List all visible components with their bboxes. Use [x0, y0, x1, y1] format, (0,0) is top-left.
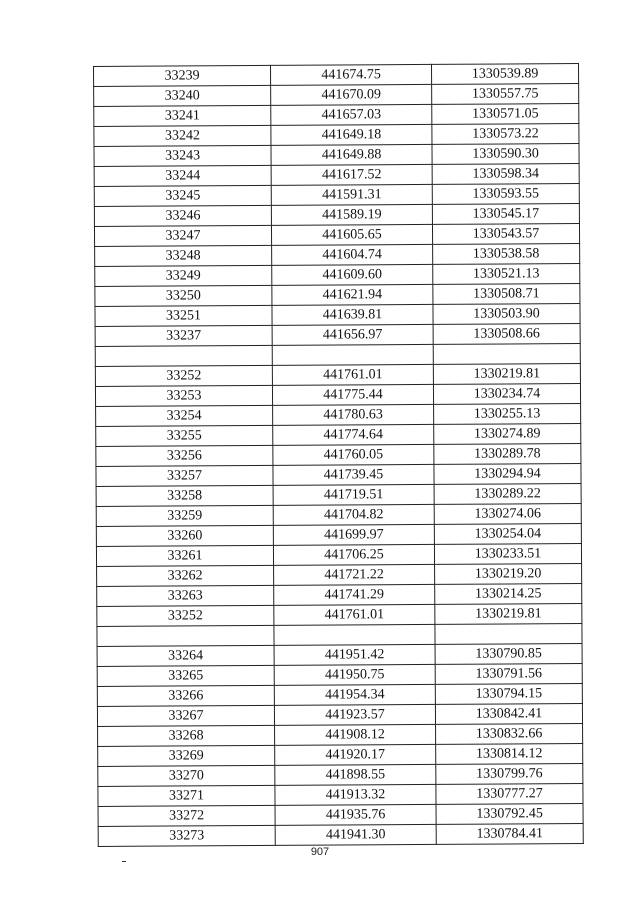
coordinates-table	[93, 63, 584, 847]
y-coordinate-cell: 1330832.66	[436, 724, 583, 745]
point-id-cell: 33252	[97, 605, 274, 626]
y-coordinate-cell: 1330794.15	[435, 684, 582, 705]
point-id-cell: 33237	[95, 325, 272, 346]
x-coordinate-cell: 441591.31	[271, 184, 432, 205]
table-row	[96, 484, 581, 507]
point-id-cell: 33250	[95, 285, 272, 306]
point-id-cell: 33244	[94, 165, 271, 186]
x-coordinate-cell: 441913.32	[275, 784, 436, 805]
table-row	[95, 264, 580, 287]
y-coordinate-cell: 1330503.90	[433, 304, 580, 325]
y-coordinate-cell: 1330792.45	[436, 804, 583, 825]
point-id-cell: 33259	[96, 505, 273, 526]
point-id-cell	[97, 625, 274, 646]
x-coordinate-cell: 441908.12	[275, 724, 436, 745]
x-coordinate-cell: 441898.55	[275, 764, 436, 785]
x-coordinate-cell: 441920.17	[275, 744, 436, 765]
y-coordinate-cell: 1330777.27	[436, 784, 583, 805]
table-row	[97, 684, 582, 707]
table-row	[94, 184, 579, 207]
y-coordinate-cell: 1330214.25	[435, 584, 582, 605]
point-id-cell: 33258	[96, 485, 273, 506]
x-coordinate-cell: 441589.19	[271, 204, 432, 225]
table-row	[96, 544, 581, 567]
x-coordinate-cell: 441674.75	[270, 64, 431, 85]
x-coordinate-cell: 441935.76	[275, 804, 436, 825]
point-id-cell: 33248	[95, 245, 272, 266]
table-row	[94, 124, 579, 147]
table-row	[96, 444, 581, 467]
x-coordinate-cell: 441721.22	[274, 564, 435, 585]
y-coordinate-cell: 1330539.89	[431, 64, 578, 85]
table-row	[98, 804, 583, 827]
x-coordinate-cell: 441780.63	[273, 404, 434, 425]
page-number: 907	[310, 846, 330, 858]
table-row	[94, 84, 579, 107]
y-coordinate-cell: 1330814.12	[436, 744, 583, 765]
y-coordinate-cell: 1330289.22	[434, 484, 581, 505]
table-row	[95, 284, 580, 307]
y-coordinate-cell: 1330557.75	[432, 84, 579, 105]
y-coordinate-cell: 1330234.74	[433, 384, 580, 405]
point-id-cell: 33247	[94, 225, 271, 246]
x-coordinate-cell: 441741.29	[274, 584, 435, 605]
table-row	[94, 64, 579, 87]
table-row	[98, 744, 583, 767]
x-coordinate-cell: 441699.97	[273, 524, 434, 545]
point-id-cell: 33257	[96, 465, 273, 486]
table-row	[95, 384, 580, 407]
point-id-cell: 33239	[94, 65, 271, 86]
y-coordinate-cell: 1330219.81	[435, 604, 582, 625]
point-id-cell: 33272	[98, 805, 275, 826]
table-row	[97, 644, 582, 667]
point-id-cell: 33260	[96, 525, 273, 546]
y-coordinate-cell: 1330274.89	[434, 424, 581, 445]
y-coordinate-cell: 1330590.30	[432, 144, 579, 165]
y-coordinate-cell: 1330571.05	[432, 104, 579, 125]
table-row	[98, 824, 583, 847]
table-row	[95, 364, 580, 387]
y-coordinate-cell: 1330573.22	[432, 124, 579, 145]
x-coordinate-cell: 441950.75	[274, 664, 435, 685]
point-id-cell: 33251	[95, 305, 272, 326]
x-coordinate-cell: 441954.34	[274, 684, 435, 705]
x-coordinate-cell	[274, 624, 435, 645]
x-coordinate-cell: 441719.51	[273, 484, 434, 505]
y-coordinate-cell: 1330799.76	[436, 764, 583, 785]
x-coordinate-cell: 441706.25	[273, 544, 434, 565]
y-coordinate-cell: 1330791.56	[435, 664, 582, 685]
point-id-cell: 33273	[98, 825, 275, 846]
point-id-cell: 33267	[97, 705, 274, 726]
point-id-cell: 33262	[97, 565, 274, 586]
point-id-cell: 33252	[95, 365, 272, 386]
y-coordinate-cell	[435, 624, 582, 645]
y-coordinate-cell: 1330219.81	[433, 364, 580, 385]
y-coordinate-cell: 1330289.78	[434, 444, 581, 465]
table-row	[96, 404, 581, 427]
x-coordinate-cell: 441649.18	[271, 124, 432, 145]
x-coordinate-cell: 441775.44	[272, 384, 433, 405]
y-coordinate-cell: 1330543.57	[432, 224, 579, 245]
x-coordinate-cell: 441605.65	[271, 224, 432, 245]
scan-mark	[122, 861, 126, 862]
table-row	[97, 704, 582, 727]
coordinates-table-body	[94, 64, 584, 847]
x-coordinate-cell: 441704.82	[273, 504, 434, 525]
point-id-cell: 33253	[95, 385, 272, 406]
y-coordinate-cell: 1330219.20	[435, 564, 582, 585]
table-row	[97, 564, 582, 587]
point-id-cell	[95, 345, 272, 366]
point-id-cell: 33266	[97, 685, 274, 706]
x-coordinate-cell: 441656.97	[272, 324, 433, 345]
table-row	[96, 424, 581, 447]
x-coordinate-cell: 441739.45	[273, 464, 434, 485]
point-id-cell: 33242	[94, 125, 271, 146]
point-id-cell: 33246	[94, 205, 271, 226]
table-row	[94, 104, 579, 127]
x-coordinate-cell: 441617.52	[271, 164, 432, 185]
x-coordinate-cell: 441670.09	[271, 84, 432, 105]
y-coordinate-cell	[433, 344, 580, 365]
table-row	[96, 524, 581, 547]
x-coordinate-cell: 441951.42	[274, 644, 435, 665]
point-id-cell: 33249	[95, 265, 272, 286]
y-coordinate-cell: 1330842.41	[435, 704, 582, 725]
x-coordinate-cell: 441761.01	[272, 364, 433, 385]
table-row	[98, 764, 583, 787]
x-coordinate-cell: 441604.74	[272, 244, 433, 265]
table-row	[94, 144, 579, 167]
x-coordinate-cell: 441761.01	[274, 604, 435, 625]
point-id-cell: 33268	[98, 725, 275, 746]
point-id-cell: 33245	[94, 185, 271, 206]
point-id-cell: 33243	[94, 145, 271, 166]
y-coordinate-cell: 1330784.41	[436, 824, 583, 845]
x-coordinate-cell: 441649.88	[271, 144, 432, 165]
point-id-cell: 33254	[96, 405, 273, 426]
point-id-cell: 33265	[97, 665, 274, 686]
table-row	[96, 464, 581, 487]
x-coordinate-cell: 441657.03	[271, 104, 432, 125]
y-coordinate-cell: 1330790.85	[435, 644, 582, 665]
table-row	[95, 304, 580, 327]
point-id-cell: 33240	[94, 85, 271, 106]
table-row	[97, 664, 582, 687]
y-coordinate-cell: 1330274.06	[434, 504, 581, 525]
point-id-cell: 33255	[96, 425, 273, 446]
table-row	[95, 324, 580, 347]
table-row	[97, 604, 582, 627]
x-coordinate-cell: 441609.60	[272, 264, 433, 285]
y-coordinate-cell: 1330593.55	[432, 184, 579, 205]
table-row	[98, 724, 583, 747]
point-id-cell: 33241	[94, 105, 271, 126]
x-coordinate-cell: 441941.30	[275, 824, 436, 845]
table-row	[94, 204, 579, 227]
y-coordinate-cell: 1330538.58	[433, 244, 580, 265]
x-coordinate-cell: 441923.57	[274, 704, 435, 725]
x-coordinate-cell	[272, 344, 433, 365]
point-id-cell: 33263	[97, 585, 274, 606]
point-id-cell: 33261	[96, 545, 273, 566]
point-id-cell: 33256	[96, 445, 273, 466]
point-id-cell: 33271	[98, 785, 275, 806]
x-coordinate-cell: 441774.64	[273, 424, 434, 445]
point-id-cell: 33269	[98, 745, 275, 766]
table-row	[97, 584, 582, 607]
y-coordinate-cell: 1330294.94	[434, 464, 581, 485]
y-coordinate-cell: 1330254.04	[434, 524, 581, 545]
table-row	[95, 244, 580, 267]
table-row	[94, 164, 579, 187]
x-coordinate-cell: 441760.05	[273, 444, 434, 465]
point-id-cell: 33264	[97, 645, 274, 666]
point-id-cell: 33270	[98, 765, 275, 786]
table-row	[98, 784, 583, 807]
x-coordinate-cell: 441639.81	[272, 304, 433, 325]
y-coordinate-cell: 1330521.13	[433, 264, 580, 285]
y-coordinate-cell: 1330233.51	[434, 544, 581, 565]
table-row	[96, 504, 581, 527]
table-row	[94, 224, 579, 247]
y-coordinate-cell: 1330508.66	[433, 324, 580, 345]
y-coordinate-cell: 1330255.13	[434, 404, 581, 425]
y-coordinate-cell: 1330545.17	[432, 204, 579, 225]
y-coordinate-cell: 1330598.34	[432, 164, 579, 185]
y-coordinate-cell: 1330508.71	[433, 284, 580, 305]
x-coordinate-cell: 441621.94	[272, 284, 433, 305]
